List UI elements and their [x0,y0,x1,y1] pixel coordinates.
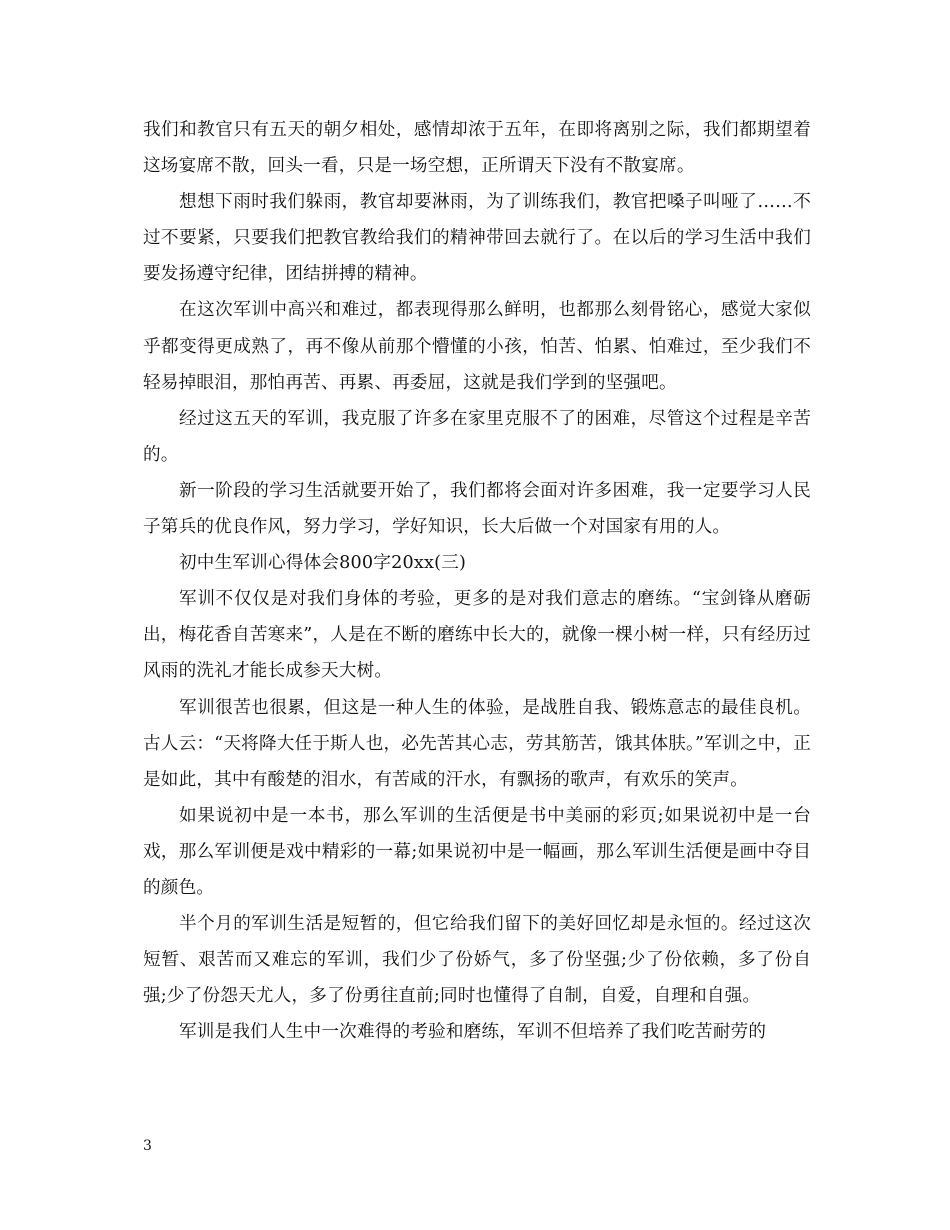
paragraph-4: 经过这五天的军训，我克服了许多在家里克服不了的困难，尽管这个过程是辛苦的。 [143,408,811,465]
paragraph-9: 如果说初中是一本书，那么军训的生活便是书中美丽的彩页;如果说初中是一台戏，那么军训便是戏中精彩的一幕;如果说初中是一幅画，那么军训生活便是画中夺目的颜色。 [143,805,811,898]
paragraph-7: 军训不仅仅是对我们身体的考验，更多的是对我们意志的磨练。“宝剑锋从磨砺出，梅花香自苦寒来”，人是在不断的磨练中长大的，就像一棵小树一样，只有经历过风雨的洗礼才能长成参天大树。 [143,589,811,682]
paragraph-10: 半个月的军训生活是短暂的，但它给我们留下的美好回忆却是永恒的。经过这次短暂、艰苦而又难忘的军训，我们少了份娇气，多了份坚强;少了份依赖，多了份自强;少了份怨天尤人，多了份勇往直前;同时也懂得了自制，自爱，自理和自强。 [143,914,811,1007]
document-body [143,112,811,1050]
paragraph-5: 新一阶段的学习生活就要开始了，我们都将会面对许多困难，我一定要学习人民子第兵的优良作风，努力学习，学好知识，长大后做一个对国家有用的人。 [143,480,811,538]
paragraph-2: 想想下雨时我们躲雨，教官却要淋雨，为了训练我们，教官把嗓子叫哑了……不过不要紧，只要我们把教官教给我们的精神带回去就行了。在以后的学习生活中我们要发扬遵守纪律，团结拼搏的精神。 [143,192,811,285]
paragraph-8: 军训很苦也很累，但这是一种人生的体验，是战胜自我、锻炼意志的最佳良机。古人云：“天将降大任于斯人也，必先苦其心志，劳其筋苦，饿其体肤。”军训之中，正是如此，其中有酸楚的泪水，有苦咸的汗水，有飘扬的歌声，有欢乐的笑声。 [143,697,811,790]
paragraph-11: 军训是我们人生中一次难得的考验和磨练，军训不但培养了我们吃苦耐劳的 [179,1022,767,1043]
page-number: 3 [143,1138,152,1154]
paragraph-3: 在这次军训中高兴和难过，都表现得那么鲜明，也都那么刻骨铭心，感觉大家似乎都变得更成熟了，再不像从前那个懵懂的小孩，怕苦、怕累、怕难过，至少我们不轻易掉眼泪，那怕再苦、再累、再委屈，这就是我们学到的坚强吧。 [143,300,811,393]
paragraph-1: 我们和教官只有五天的朝夕相处，感情却浓于五年，在即将离别之际，我们都期望着这场宴席不散，回头一看，只是一场空想，正所谓天下没有不散宴席。 [143,120,811,177]
section-heading: 初中生军训心得体会800字20xx(三) [179,553,467,574]
